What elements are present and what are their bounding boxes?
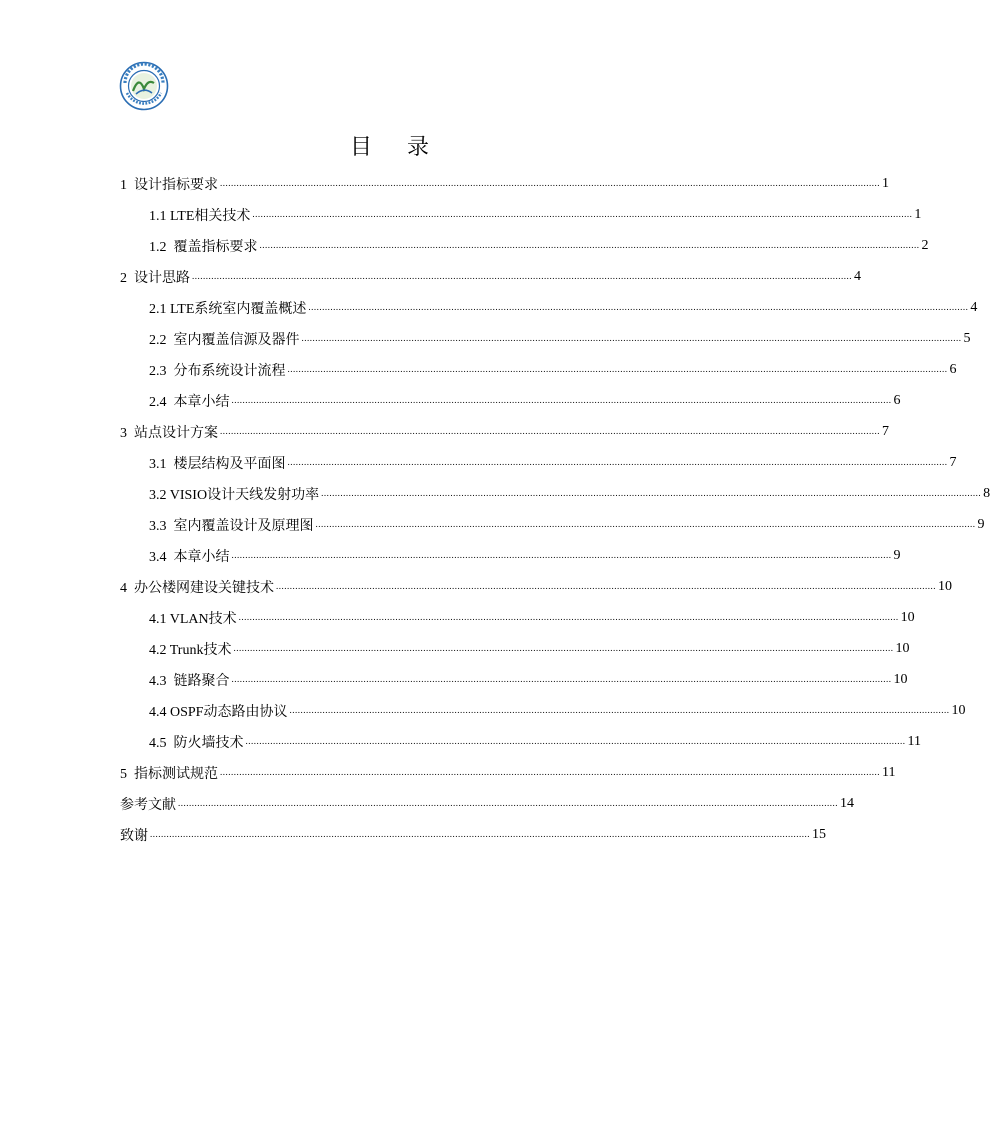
toc-dot-leader: ................................................................................................................................................................................................................................................ [220, 766, 880, 777]
toc-entry-page-number: 10 [938, 578, 952, 594]
toc-dot-leader: ................................................................................................................................................................................................................................................ [315, 518, 976, 529]
toc-entry-label: 3.1 楼层结构及平面图 [149, 456, 286, 472]
toc-entry-label: 1.2 覆盖指标要求 [149, 239, 258, 255]
toc-entry[interactable] [149, 385, 901, 416]
toc-entry-label: 2.3 分布系统设计流程 [149, 363, 286, 379]
toc-entry-label: 5 指标测试规范 [120, 766, 218, 782]
toc-dot-leader: ................................................................................................................................................................................................................................................ [150, 828, 810, 839]
toc-entry[interactable] [120, 168, 889, 199]
toc-entry[interactable] [120, 261, 861, 292]
toc-dot-leader: ................................................................................................................................................................................................................................................ [233, 642, 894, 653]
toc-entry-page-number: 1 [914, 206, 922, 222]
school-logo [119, 61, 169, 111]
toc-entry-page-number: 6 [949, 361, 957, 377]
toc-dot-leader: ................................................................................................................................................................................................................................................ [238, 611, 899, 622]
toc-dot-leader: ................................................................................................................................................................................................................................................ [178, 797, 838, 808]
toc-entry[interactable] [149, 602, 915, 633]
toc-entry[interactable] [149, 354, 957, 385]
toc-entry-label: 4 办公楼网建设关键技术 [120, 580, 274, 596]
toc-entry-label: 致谢 [120, 828, 148, 844]
toc-entry[interactable] [149, 664, 908, 695]
toc-entry[interactable] [149, 292, 978, 323]
toc-entry-page-number: 8 [983, 485, 990, 501]
toc-entry-label: 2 设计思路 [120, 270, 190, 286]
toc-entry-label: 4.3 链路聚合 [149, 673, 230, 689]
page-title: 目 录 [350, 135, 443, 160]
toc-dot-leader: ................................................................................................................................................................................................................................................ [321, 487, 982, 498]
toc-dot-leader: ................................................................................................................................................................................................................................................ [276, 580, 936, 591]
toc-entry[interactable] [149, 199, 922, 230]
toc-entry-label: 4.4 OSPF动态路由协议 [149, 704, 288, 720]
toc-entry-label: 4.1 VLAN技术 [149, 611, 237, 627]
toc-entry-label: 3.2 VISIO设计天线发射功率 [149, 487, 320, 503]
toc-entry[interactable] [149, 509, 985, 540]
toc-entry-page-number: 4 [854, 268, 861, 284]
toc-entry-label: 3 站点设计方案 [120, 425, 218, 441]
toc-dot-leader: ................................................................................................................................................................................................................................................ [289, 704, 950, 715]
toc-entry-page-number: 10 [893, 671, 908, 687]
toc-entry-page-number: 11 [907, 733, 921, 749]
toc-entry[interactable] [149, 323, 971, 354]
toc-dot-leader: ................................................................................................................................................................................................................................................ [231, 673, 892, 684]
toc-entry-page-number: 10 [895, 640, 910, 656]
toc-entry-page-number: 2 [921, 237, 929, 253]
toc-entry-label: 1 设计指标要求 [120, 177, 218, 193]
toc-entry-page-number: 1 [882, 175, 889, 191]
toc-entry[interactable] [149, 695, 966, 726]
toc-dot-leader: ................................................................................................................................................................................................................................................ [259, 239, 920, 250]
toc-entry-label: 3.3 室内覆盖设计及原理图 [149, 518, 314, 534]
toc-entry-label: 1.1 LTE相关技术 [149, 208, 251, 224]
toc-dot-leader: ................................................................................................................................................................................................................................................ [220, 425, 880, 436]
toc-entry[interactable] [120, 819, 826, 850]
toc-entry[interactable] [149, 726, 921, 757]
toc-entry[interactable] [149, 230, 929, 261]
toc-entry[interactable] [149, 540, 901, 571]
toc-entry-label: 参考文献 [120, 797, 176, 813]
toc-entry-page-number: 9 [977, 516, 985, 532]
toc-entry[interactable] [149, 633, 910, 664]
toc-dot-leader: ................................................................................................................................................................................................................................................ [192, 270, 852, 281]
toc-entry-page-number: 10 [900, 609, 915, 625]
toc-dot-leader: ................................................................................................................................................................................................................................................ [220, 177, 880, 188]
toc-entry-page-number: 10 [951, 702, 966, 718]
toc-entry[interactable] [120, 571, 952, 602]
toc-entry-label: 2.2 室内覆盖信源及器件 [149, 332, 300, 348]
toc-dot-leader: ................................................................................................................................................................................................................................................ [231, 394, 892, 405]
toc-entry[interactable] [120, 757, 896, 788]
toc-dot-leader: ................................................................................................................................................................................................................................................ [308, 301, 969, 312]
toc-entry-label: 2.4 本章小结 [149, 394, 230, 410]
toc-entry-page-number: 14 [840, 795, 854, 811]
toc-entry-page-number: 9 [893, 547, 901, 563]
toc-dot-leader: ................................................................................................................................................................................................................................................ [287, 456, 948, 467]
toc-entry-page-number: 7 [882, 423, 889, 439]
toc-entry-page-number: 4 [970, 299, 978, 315]
toc-entry[interactable] [149, 447, 957, 478]
toc-entry-page-number: 5 [963, 330, 971, 346]
toc-dot-leader: ................................................................................................................................................................................................................................................ [245, 735, 906, 746]
toc-dot-leader: ................................................................................................................................................................................................................................................ [287, 363, 948, 374]
toc-entry-page-number: 15 [812, 826, 826, 842]
school-seal-icon [119, 61, 169, 111]
toc-entry-page-number: 6 [893, 392, 901, 408]
toc-dot-leader: ................................................................................................................................................................................................................................................ [252, 208, 913, 219]
toc-dot-leader: ................................................................................................................................................................................................................................................ [301, 332, 962, 343]
toc-entry[interactable] [149, 478, 990, 509]
toc-entry-page-number: 11 [882, 764, 896, 780]
toc-entry-label: 2.1 LTE系统室内覆盖概述 [149, 301, 307, 317]
toc-entry-label: 4.5 防火墙技术 [149, 735, 244, 751]
toc-entry-page-number: 7 [949, 454, 957, 470]
toc-dot-leader: ................................................................................................................................................................................................................................................ [231, 549, 892, 560]
toc-entry[interactable] [120, 788, 854, 819]
toc-entry-label: 3.4 本章小结 [149, 549, 230, 565]
toc-entry[interactable] [120, 416, 889, 447]
toc-entry-label: 4.2 Trunk技术 [149, 642, 232, 658]
